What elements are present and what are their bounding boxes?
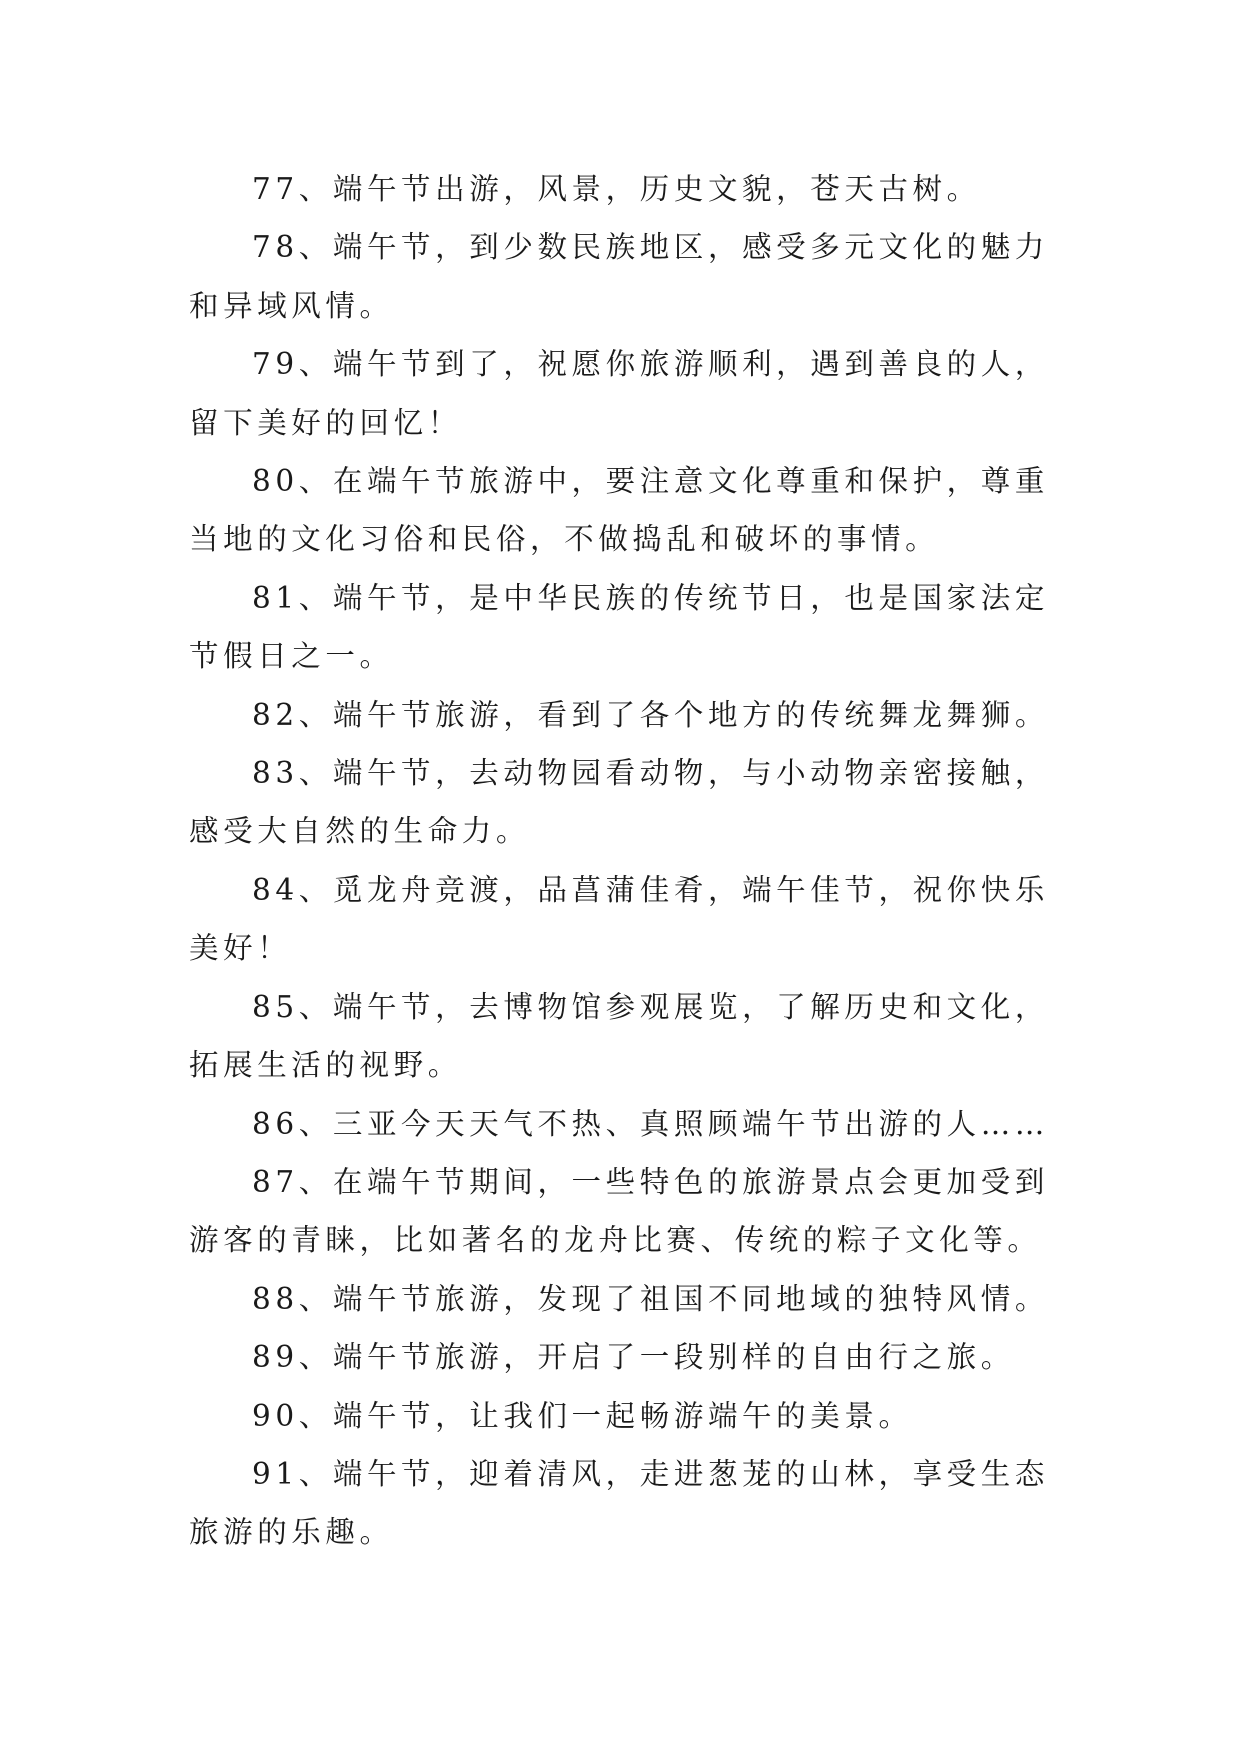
- paragraph-84: 84、觅龙舟竞渡，品菖蒲佳肴，端午佳节，祝你快乐美好！: [189, 872, 1049, 966]
- paragraph-86: 86、三亚今天天气不热、真照顾端午节出游的人……: [252, 1106, 1049, 1141]
- paragraph-78: 78、端午节，到少数民族地区，感受多元文化的魅力和异域风情。: [189, 230, 1049, 323]
- paragraph-90: 90、端午节，让我们一起畅游端午的美景。: [252, 1398, 913, 1433]
- paragraph-77: 77、端午节出游，风景，历史文貌，苍天古树。: [252, 172, 981, 206]
- paragraph-80: 80、在端午节旅游中，要注意文化尊重和保护，尊重当地的文化习俗和民俗，不做捣乱和破坏的事情。: [189, 464, 1049, 557]
- document-body: [189, 160, 1049, 1562]
- paragraph-87: 87、在端午节期间，一些特色的旅游景点会更加受到游客的青睐，比如著名的龙舟比赛、传统的粽子文化等。: [189, 1164, 1049, 1258]
- paragraph-82: 82、端午节旅游，看到了各个地方的传统舞龙舞狮。: [252, 697, 1049, 732]
- paragraph-79: 79、端午节到了，祝愿你旅游顺利，遇到善良的人，留下美好的回忆！: [189, 347, 1049, 440]
- paragraph-83: 83、端午节，去动物园看动物，与小动物亲密接触，感受大自然的生命力。: [189, 756, 1049, 849]
- paragraph-91: 91、端午节，迎着清风，走进葱茏的山林，享受生态旅游的乐趣。: [189, 1456, 1049, 1550]
- paragraph-81: 81、端午节，是中华民族的传统节日，也是国家法定节假日之一。: [189, 580, 1049, 674]
- paragraph-88: 88、端午节旅游，发现了祖国不同地域的独特风情。: [252, 1281, 1049, 1316]
- paragraph-85: 85、端午节，去博物馆参观展览，了解历史和文化，拓展生活的视野。: [189, 989, 1049, 1083]
- paragraph-89: 89、端午节旅游，开启了一段别样的自由行之旅。: [252, 1340, 1015, 1375]
